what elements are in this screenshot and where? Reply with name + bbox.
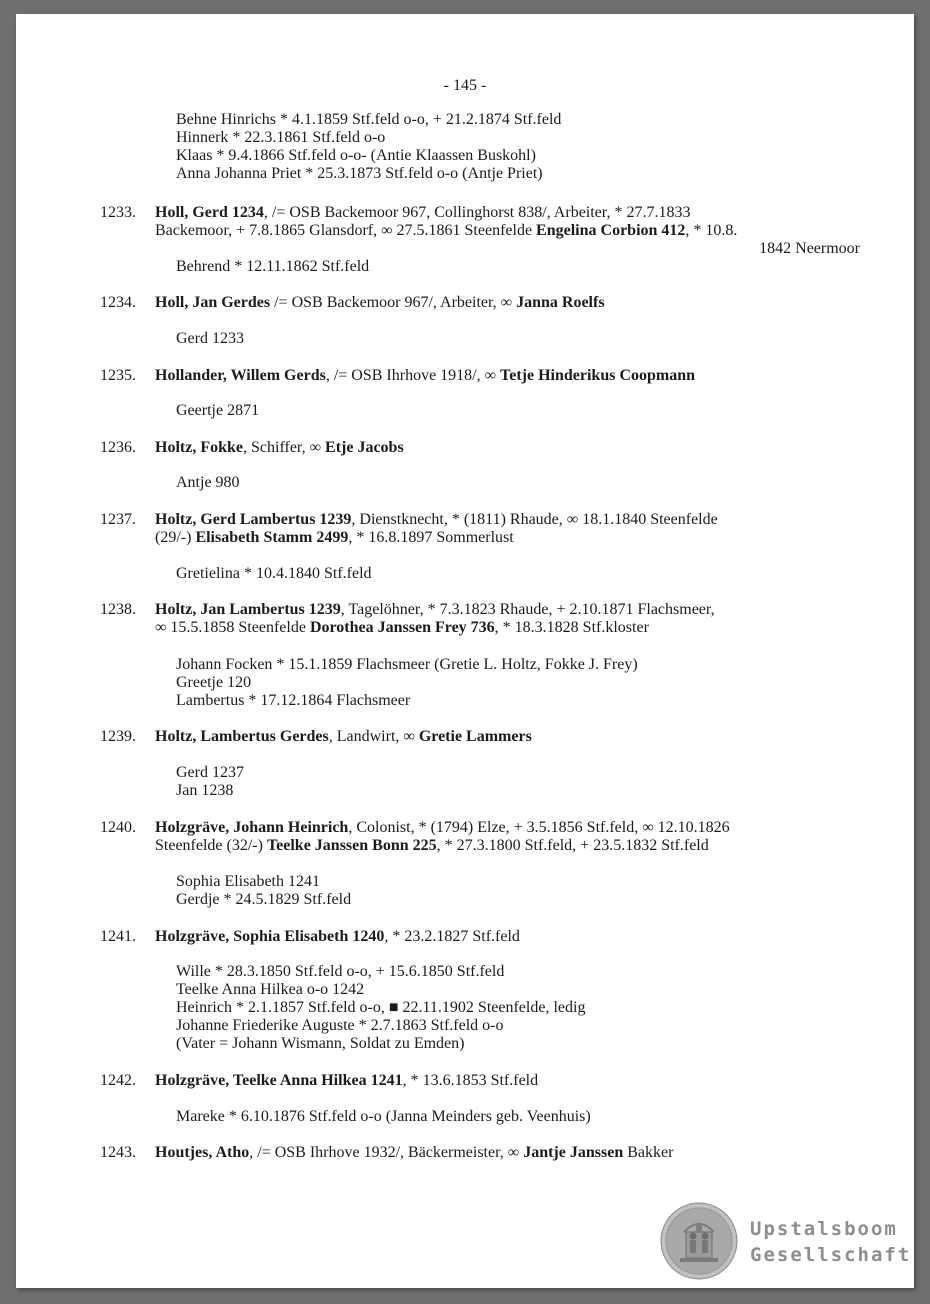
entry-name: Holtz, Gerd Lambertus 1239 <box>155 511 352 528</box>
entry-1233-line2 <box>155 222 737 240</box>
entry-name: Houtjes, Atho <box>155 1144 250 1161</box>
continuation-line: Behne Hinrichs * 4.1.1859 Stf.feld o-o, + 21.2.1874 Stf.feld <box>176 111 562 128</box>
entry-details: Steenfelde (32/-) <box>155 837 267 854</box>
entry-1239-line1 <box>155 728 532 746</box>
entry-details: , Schiffer, ∞ <box>243 439 326 456</box>
entry-name: Holl, Jan Gerdes <box>155 294 271 311</box>
entry-number: 1242. <box>100 1072 136 1089</box>
child-line: Wille * 28.3.1850 Stf.feld o-o, + 15.6.1850 Stf.feld <box>176 963 505 980</box>
entry-number: 1236. <box>100 439 136 456</box>
child-line: Johanne Friederike Auguste * 2.7.1863 Stf.feld o-o <box>176 1017 504 1034</box>
spouse-name: Teelke Janssen Bonn 225 <box>266 837 437 854</box>
entry-1233-line1 <box>155 204 690 222</box>
entry-1238-line2 <box>155 619 649 637</box>
entry-name: Holl, Gerd 1234 <box>155 204 264 221</box>
child-line: Gretielina * 10.4.1840 Stf.feld <box>176 565 372 582</box>
brand-line2: Gesellschaft <box>750 1244 912 1266</box>
spouse-name: Janna Roelfs <box>516 294 605 311</box>
entry-1240-line1 <box>155 819 730 837</box>
spouse-name: Dorothea Janssen Frey 736 <box>309 619 495 636</box>
entry-details: , * 10.8. <box>685 222 738 239</box>
entry-details: , * 18.3.1828 Stf.kloster <box>494 619 649 636</box>
child-line: Heinrich * 2.1.1857 Stf.feld o-o, ■ 22.11.1902 Steenfelde, ledig <box>176 999 586 1016</box>
entry-details: , /= OSB Ihrhove 1932/, Bäckermeister, ∞ <box>249 1144 524 1161</box>
entry-details: , Tagelöhner, * 7.3.1823 Rhaude, + 2.10.1871 Flachsmeer, <box>340 601 715 618</box>
child-line: Gerdje * 24.5.1829 Stf.feld <box>176 891 352 908</box>
child-line: (Vater = Johann Wismann, Soldat zu Emden) <box>176 1035 465 1052</box>
entry-details: , Dienstknecht, * (1811) Rhaude, ∞ 18.1.1840 Steenfelde <box>351 511 718 528</box>
child-line: Mareke * 6.10.1876 Stf.feld o-o (Janna Meinders geb. Veenhuis) <box>176 1108 591 1125</box>
entry-1241-line1 <box>155 928 520 946</box>
child-line: Greetje 120 <box>176 674 252 691</box>
continuation-line: Klaas * 9.4.1866 Stf.feld o-o- (Antie Klaassen Buskohl) <box>176 147 536 164</box>
entry-details: ∞ 15.5.1858 Steenfelde <box>155 619 310 636</box>
entry-name: Holtz, Lambertus Gerdes <box>155 728 329 745</box>
spouse-name: Gretie Lammers <box>418 728 532 745</box>
seal-logo-icon <box>660 1202 738 1280</box>
spouse-name: Jantje Janssen <box>523 1144 624 1161</box>
entry-details: /= OSB Backemoor 967/, Arbeiter, ∞ <box>270 294 517 311</box>
continuation-line: Hinnerk * 22.3.1861 Stf.feld o-o <box>176 129 386 146</box>
child-line: Lambertus * 17.12.1864 Flachsmeer <box>176 692 411 709</box>
entry-1237-line2 <box>155 529 514 547</box>
entry-1236-line1 <box>155 439 404 457</box>
spouse-name: Elisabeth Stamm 2499 <box>195 529 349 546</box>
child-line: Antje 980 <box>176 474 240 491</box>
entry-1238-line1 <box>155 601 715 619</box>
entry-name: Hollander, Willem Gerds <box>155 367 326 384</box>
spouse-name: Tetje Hinderikus Coopmann <box>500 367 696 384</box>
document-page <box>16 14 914 1288</box>
entry-details: , * 13.6.1853 Stf.feld <box>402 1072 539 1089</box>
brand-line1: Upstalsboom <box>750 1218 898 1240</box>
entry-name: Holtz, Fokke <box>155 439 243 456</box>
entry-1235-line1 <box>155 367 695 385</box>
entry-details: , * 27.3.1800 Stf.feld, + 23.5.1832 Stf.feld <box>436 837 709 854</box>
entry-1237-line1 <box>155 511 718 529</box>
entry-number: 1238. <box>100 601 136 618</box>
child-line: Johann Focken * 15.1.1859 Flachsmeer (Gretie L. Holtz, Fokke J. Frey) <box>176 656 638 673</box>
entry-details-right: 1842 Neermoor <box>759 240 860 257</box>
entry-details: , * 16.8.1897 Sommerlust <box>348 529 514 546</box>
entry-name: Holzgräve, Johann Heinrich <box>155 819 349 836</box>
entry-details: Bakker <box>623 1144 674 1161</box>
continuation-line: Anna Johanna Priet * 25.3.1873 Stf.feld o-o (Antje Priet) <box>176 165 543 182</box>
page-number: - 145 - <box>443 77 487 94</box>
child-line: Teelke Anna Hilkea o-o 1242 <box>176 981 365 998</box>
society-brand <box>750 1216 911 1268</box>
entry-details: , Landwirt, ∞ <box>328 728 419 745</box>
entry-number: 1237. <box>100 511 136 528</box>
entry-number: 1243. <box>100 1144 136 1161</box>
entry-details: , /= OSB Backemoor 967, Collinghorst 838/, Arbeiter, * 27.7.1833 <box>263 204 691 221</box>
entry-number: 1239. <box>100 728 136 745</box>
entry-1243-line1 <box>155 1144 673 1162</box>
child-line: Geertje 2871 <box>176 402 260 419</box>
entry-details: , /= OSB Ihrhove 1918/, ∞ <box>325 367 501 384</box>
spouse-name: Engelina Corbion 412 <box>536 222 686 239</box>
entry-name: Holzgräve, Sophia Elisabeth 1240 <box>155 928 385 945</box>
entry-details: , Colonist, * (1794) Elze, + 3.5.1856 Stf.feld, ∞ 12.10.1826 <box>348 819 730 836</box>
entry-number: 1235. <box>100 367 136 384</box>
entry-details: (29/-) <box>155 529 196 546</box>
entry-details: , * 23.2.1827 Stf.feld <box>384 928 520 945</box>
child-line: Behrend * 12.11.1862 Stf.feld <box>176 258 370 275</box>
entry-1242-line1 <box>155 1072 538 1090</box>
entry-name: Holzgräve, Teelke Anna Hilkea 1241 <box>155 1072 403 1089</box>
child-line: Gerd 1237 <box>176 764 244 781</box>
spouse-name: Etje Jacobs <box>325 439 404 456</box>
entry-number: 1234. <box>100 294 136 311</box>
entry-name: Holtz, Jan Lambertus 1239 <box>155 601 341 618</box>
entry-details: Backemoor, + 7.8.1865 Glansdorf, ∞ 27.5.1861 Steenfelde <box>155 222 537 239</box>
child-line: Sophia Elisabeth 1241 <box>176 873 320 890</box>
entry-1240-line2 <box>155 837 709 855</box>
entry-number: 1240. <box>100 819 136 836</box>
child-line: Jan 1238 <box>176 782 234 799</box>
entry-number: 1241. <box>100 928 136 945</box>
child-line: Gerd 1233 <box>176 330 244 347</box>
entry-1234-line1 <box>155 294 605 312</box>
entry-number: 1233. <box>100 204 136 221</box>
